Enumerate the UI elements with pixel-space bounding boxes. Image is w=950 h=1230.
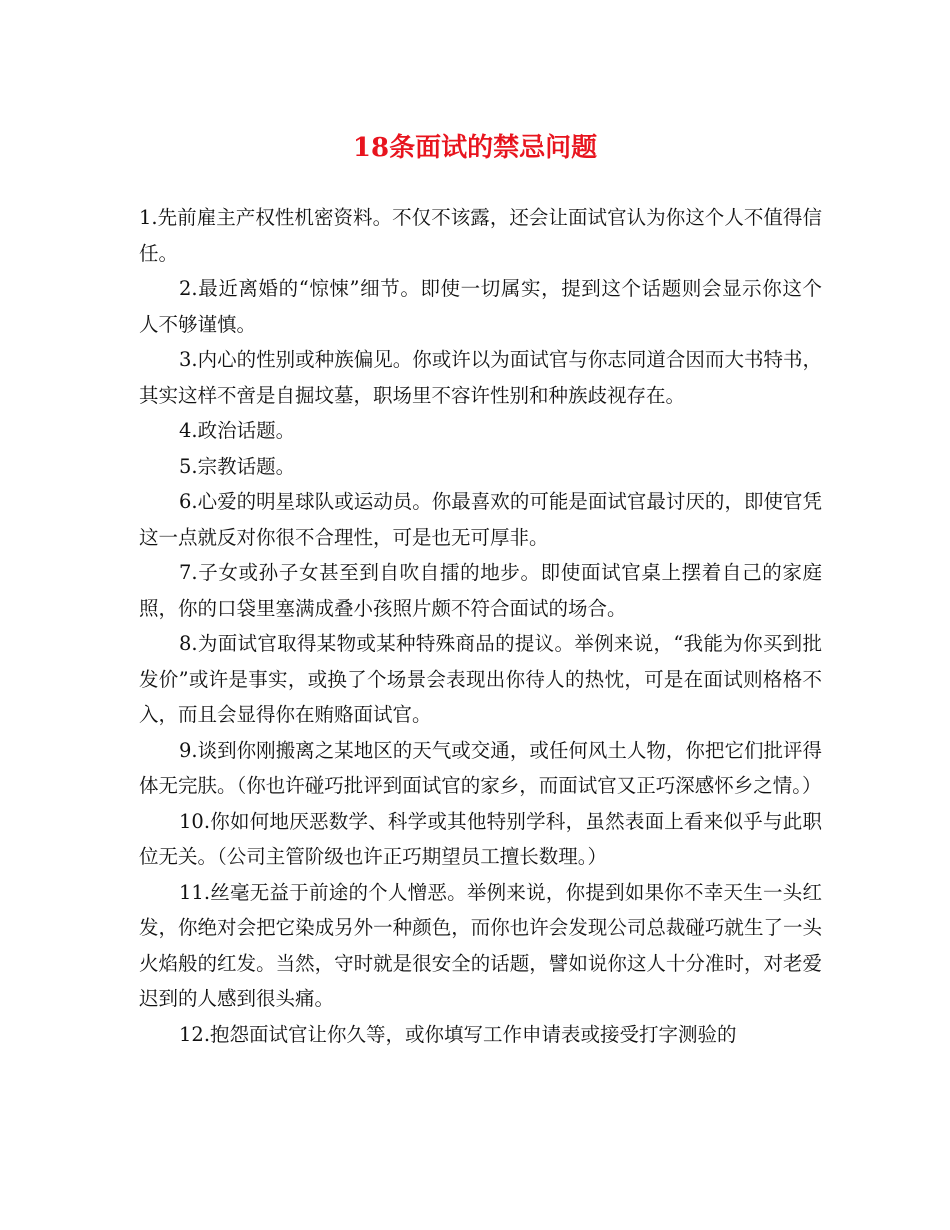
paragraph-5: 5.宗教话题。 <box>179 454 296 478</box>
paragraph-6: 6.心爱的明星球队或运动员。你最喜欢的可能是面试官最讨厌的，即使官凭这一点就反对你很不合理性，可是也无可厚非。 <box>139 490 822 549</box>
document-body <box>139 200 822 1052</box>
paragraph-8: 8.为面试官取得某物或某种特殊商品的提议。举例来说，“我能为你买到批发价”或许是事实，或换了个场景会表现出你待人的热忱，可是在面试则格格不入，而且会显得你在贿赂面试官。 <box>139 632 822 726</box>
paragraph-12: 12.抱怨面试官让你久等，或你填写工作申请表或接受打字测验的 <box>179 1022 737 1046</box>
paragraph-4: 4.政治话题。 <box>179 419 296 442</box>
document-title: 18条面试的禁忌问题 <box>352 133 598 163</box>
paragraph-11: 11.丝毫无益于前途的个人憎恶。举例来说，你提到如果你不幸天生一头红发，你绝对会把它染成另外一种颜色，而你也许会发现公司总裁碰巧就生了一头火焰般的红发。当然，守时就是很安全的话题，譬如说你这人十分准时，对老爱迟到的人感到很头痛。 <box>139 880 822 1010</box>
paragraph-2: 2.最近离婚的“惊悚”细节。即使一切属实，提到这个话题则会显示你这个人不够谨慎。 <box>139 277 822 336</box>
paragraph-7: 7.子女或孙子女甚至到自吹自擂的地步。即使面试官桌上摆着自己的家庭照，你的口袋里塞满成叠小孩照片颇不符合面试的场合。 <box>139 561 822 620</box>
paragraph-1: 1.先前雇主产权性机密资料。不仅不该露，还会让面试官认为你这个人不值得信任。 <box>139 206 822 265</box>
paragraph-9: 9.谈到你刚搬离之某地区的天气或交通，或任何风土人物，你把它们批评得体无完肤。（你也许碰巧批评到面试官的家乡，而面试官又正巧深感怀乡之情。） <box>139 738 822 797</box>
paragraph-3: 3.内心的性别或种族偏见。你或许以为面试官与你志同道合因而大书特书，其实这样不啻是自掘坟墓，职场里不容许性别和种族歧视存在。 <box>139 348 822 407</box>
paragraph-10: 10.你如何地厌恶数学、科学或其他特别学科，虽然表面上看来似乎与此职位无关。（公司主管阶级也许正巧期望员工擅长数理。） <box>139 809 822 868</box>
